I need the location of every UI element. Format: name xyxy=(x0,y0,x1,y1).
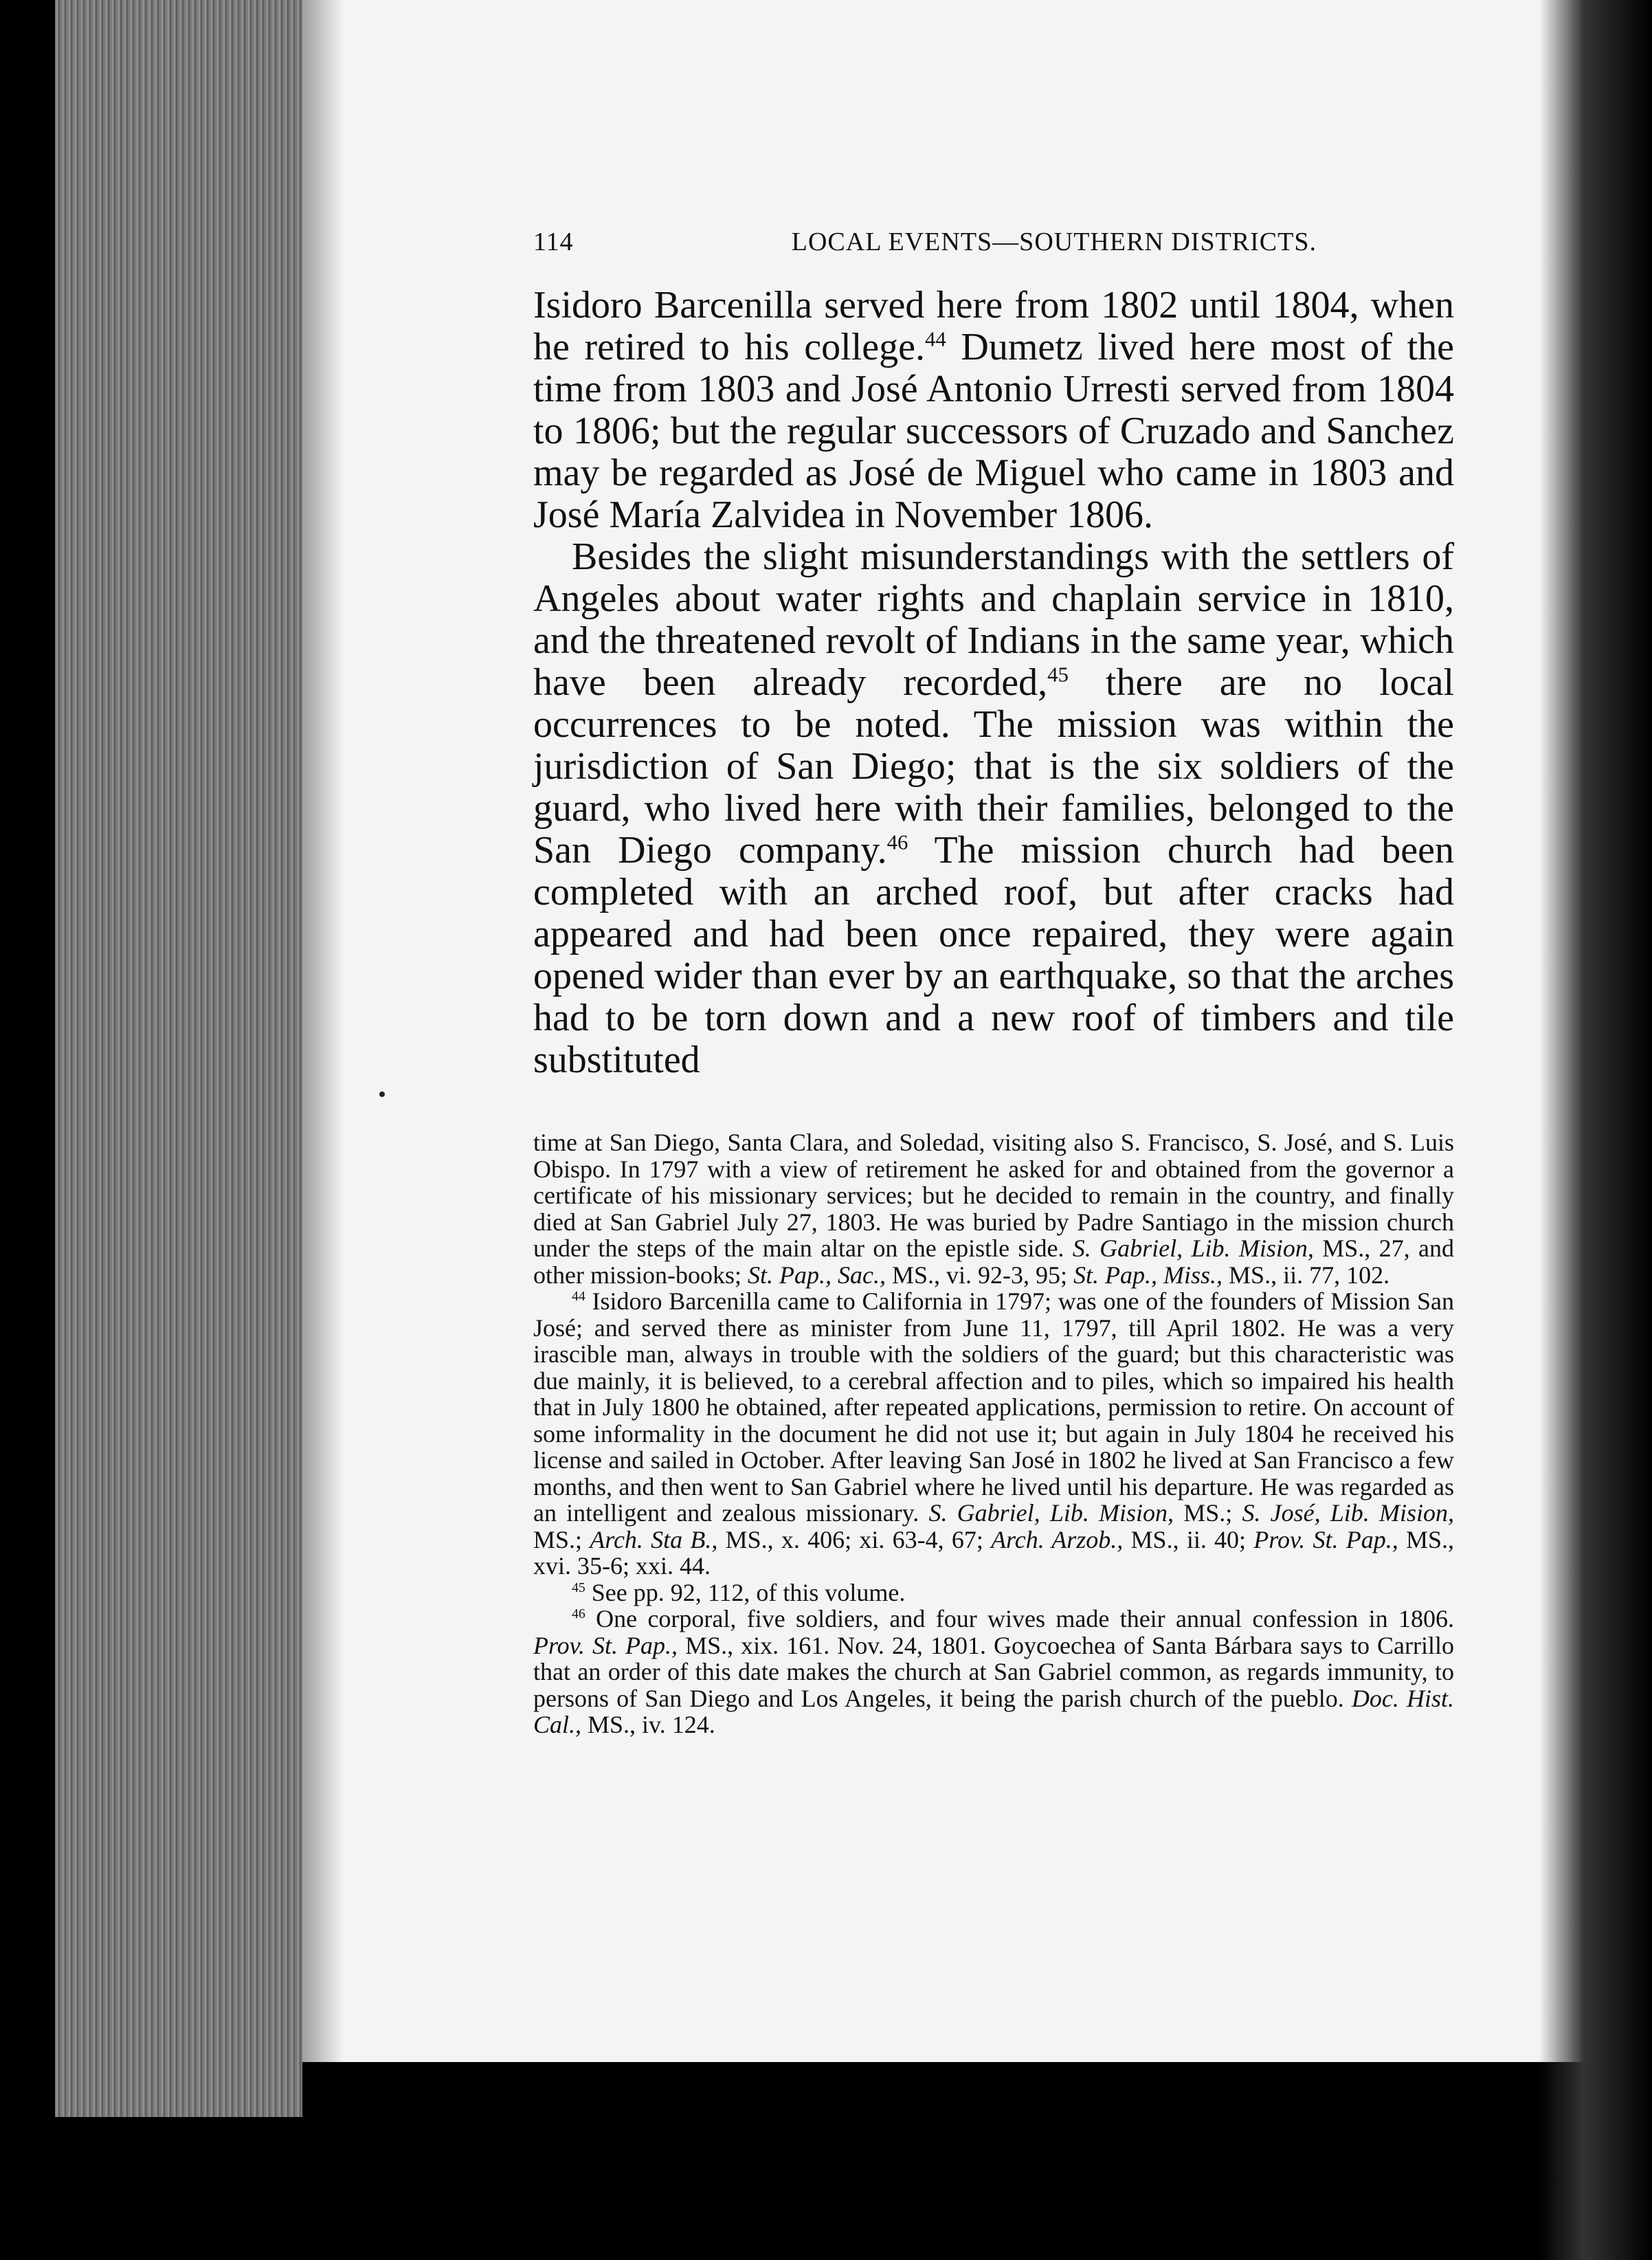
paragraph-2 xyxy=(533,536,1454,1081)
citation: S. Gabriel, Lib. Mision, xyxy=(928,1499,1174,1527)
text-run: MS., ii. 40; xyxy=(1123,1525,1254,1553)
footnote-45 xyxy=(533,1580,1454,1606)
text-run: Isidoro Barcenilla came to California in 1797; was one of the founders of Mission San José; and served there as minister from June 11, 1797, till April 1802. He was a very irascible man, always in trouble with the soldiers of the guard; but this characteristic was due mainly, it is believed, to a cerebral affection and to piles, which so impaired his health that in July 1800 he obtained, after repeated applications, permission to retire. On account of some informality in the document he did not use it; but again in July 1804 he received his license and sailed in October. After leaving San José in 1802 he lived at San Francisco a few months, and then went to San Gabriel where he lived until his departure. He was regarded as an intelligent and zealous missionary. xyxy=(533,1287,1454,1527)
page-number: 114 xyxy=(533,228,574,256)
citation: S. Gabriel, Lib. Mision, xyxy=(1072,1234,1314,1262)
text-run: MS., 27, and other mission-books; xyxy=(533,1234,1455,1289)
text-run: See pp. 92, 112, of this volume. xyxy=(585,1578,906,1606)
citation: Doc. Hist. Cal., xyxy=(533,1684,1454,1738)
text-run: Besides the slight misunderstandings with the settlers of Angeles about water rights and chaplain service in 1810, and the threatened revolt of Indians in the same year, which have been already recorded, xyxy=(533,535,1454,704)
citation: St. Pap., Sac., xyxy=(748,1261,886,1289)
footnote-number: 44 xyxy=(572,1289,585,1304)
footnote-ref-46: 46 xyxy=(886,830,908,854)
citation: Arch. Sta B., xyxy=(590,1525,718,1553)
text-run: time at San Diego, Santa Clara, and Soledad, visiting also S. Francisco, S. José, and S. Luis Obispo. In 1797 with a view of retirement he asked for and obtained from the governor a certificate of his missionary services; but he decided to remain in the country, and finally died at San Gabriel July 27, 1803. He was buried by Padre Santiago in the mission church under the steps of the main altar on the epistle side. xyxy=(533,1129,1454,1262)
paragraph-1 xyxy=(533,285,1454,536)
text-run: One corporal, five soldiers, and four wives made their annual confession in 1806. xyxy=(585,1605,1454,1632)
citation: Prov. St. Pap., xyxy=(533,1631,678,1659)
text-run: MS., ii. 77, 102. xyxy=(1223,1261,1390,1289)
footnote-number: 45 xyxy=(572,1580,585,1595)
main-text xyxy=(533,285,1454,1081)
gutter-shadow xyxy=(302,0,344,2062)
footnote-46 xyxy=(533,1606,1454,1738)
running-head xyxy=(533,227,1454,257)
book-page-edges xyxy=(55,0,302,2117)
footnote-number: 46 xyxy=(572,1606,585,1621)
footnote-ref-44: 44 xyxy=(925,327,946,351)
citation: St. Pap., Miss., xyxy=(1073,1261,1223,1289)
text-run: MS.; xyxy=(533,1525,590,1553)
text-run: MS., xvi. 35-6; xxi. 44. xyxy=(533,1525,1454,1580)
text-run: MS., vi. 92-3, 95; xyxy=(885,1261,1074,1289)
text-run: there are no local occurrences to be noted. The mission was within the jurisdiction of San Diego; that is the six soldiers of the guard, who lived here with their families, belonged to the San Diego company. xyxy=(533,661,1454,872)
footnotes xyxy=(533,1129,1454,1738)
text-run: MS., x. 406; xi. 63-4, 67; xyxy=(717,1525,992,1553)
footnote-44 xyxy=(533,1288,1454,1580)
citation: Arch. Arzob., xyxy=(991,1525,1124,1553)
text-run: MS.; xyxy=(1174,1499,1242,1527)
running-title: LOCAL EVENTS—SOUTHERN DISTRICTS. xyxy=(791,228,1317,256)
text-run: MS., iv. 124. xyxy=(581,1711,715,1738)
page-content xyxy=(533,227,1454,1738)
right-edge-shadow xyxy=(1539,0,1652,2260)
footnote-continuation xyxy=(533,1129,1454,1288)
text-run: MS., xix. 161. Nov. 24, 1801. Goycoechea of Santa Bárbara says to Carrillo that an order of this date makes the church at San Gabriel common, as regards immunity, to persons of San Diego and Los Angeles, it being the parish church of the pueblo. xyxy=(533,1631,1454,1712)
text-run: Dumetz lived here most of the time from 1803 and José Antonio Urresti served from 1804 to 1806; but the regular successors of Cruzado and Sanchez may be regarded as José de Miguel who came in 1803 and José María Zalvidea in November 1806. xyxy=(533,326,1454,536)
citation: S. José, Lib. Mision, xyxy=(1242,1499,1454,1527)
text-run: Isidoro Barcenilla served here from 1802 until 1804, when he retired to his college. xyxy=(533,284,1454,368)
ink-speck xyxy=(379,1092,385,1097)
footnote-ref-45: 45 xyxy=(1047,663,1069,687)
text-run: The mission church had been completed with an arched roof, but after cracks had appeared and had been once repaired, they were again opened wider than ever by an earthquake, so that the arches had to be torn down and a new roof of timbers and tile substituted xyxy=(533,829,1454,1081)
citation: Prov. St. Pap., xyxy=(1253,1525,1398,1553)
